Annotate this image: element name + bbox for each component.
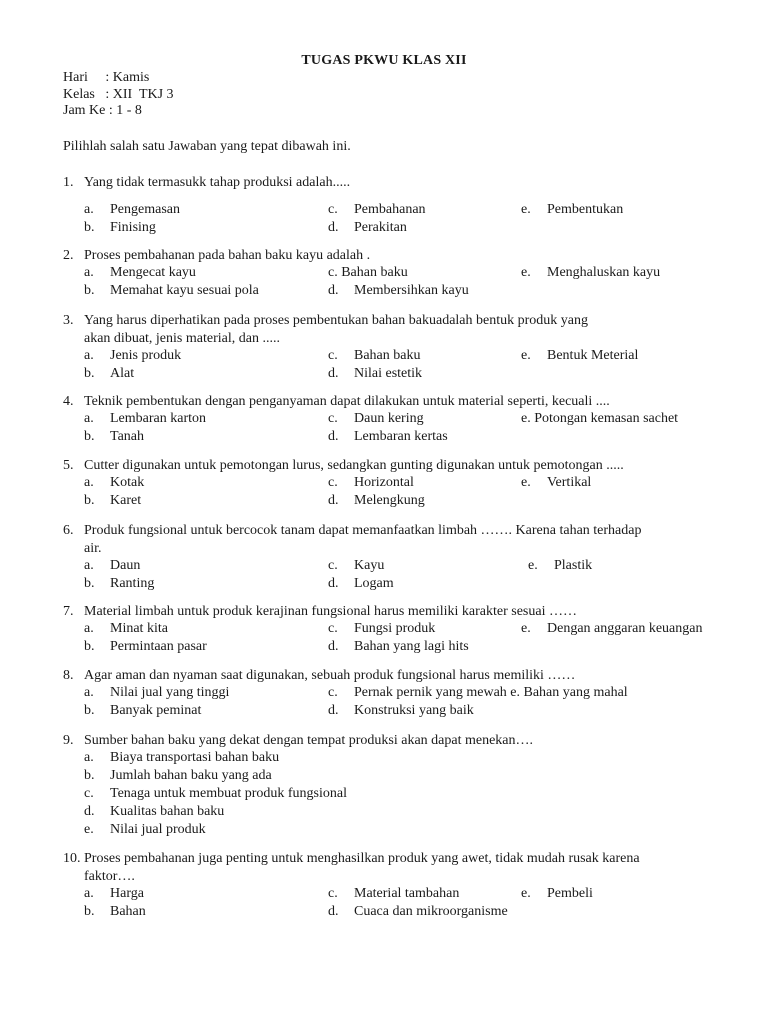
option-d: d. Logam (328, 576, 394, 591)
option-a: a. Daun (84, 558, 141, 573)
question-text: Proses pembahanan juga penting untuk menghasilkan produk yang awet, tidak mudah rusak karena (84, 851, 640, 866)
option-b: b. Banyak peminat (84, 703, 202, 718)
option-b: b. Alat (84, 366, 135, 381)
question-number: 7. (63, 604, 74, 619)
option-e: e. Vertikal (521, 475, 592, 490)
question-stem (63, 850, 743, 868)
question-stem (63, 522, 743, 540)
question-number: 4. (63, 394, 74, 409)
option-b: b. Jumlah bahan baku yang ada (84, 768, 272, 783)
option-a: a. Pengemasan (84, 202, 180, 217)
option-d: d. Lembaran kertas (328, 429, 448, 444)
option-d: d. Kualitas bahan baku (84, 804, 225, 819)
option-e: e. Pembeli (521, 886, 593, 901)
option-e: e. Bentuk Meterial (521, 348, 639, 363)
question-text: Agar aman dan nyaman saat digunakan, sebuah produk fungsional harus memiliki …… (84, 668, 576, 683)
question-number: 2. (63, 248, 74, 263)
header-info (63, 70, 174, 120)
option-b: b. Ranting (84, 576, 155, 591)
option-b: b. Permintaan pasar (84, 639, 207, 654)
hour-line: Jam Ke : 1 - 8 (63, 103, 142, 118)
question-stem (63, 393, 743, 411)
option-a: a. Kotak (84, 475, 145, 490)
option-d: d. Membersihkan kayu (328, 283, 469, 298)
page-title: TUGAS PKWU KLAS XII (301, 53, 467, 68)
question-text: Cutter digunakan untuk pemotongan lurus, sedangkan gunting digunakan untuk pemotongan ..... (84, 458, 624, 473)
question-10 (63, 850, 743, 922)
option-a: a. Mengecat kayu (84, 265, 196, 280)
day-line: Hari : Kamis (63, 70, 150, 85)
question-text-continued: faktor…. (84, 869, 135, 884)
question-text: Teknik pembentukan dengan penganyaman dapat dilakukan untuk material seperti, kecuali .... (84, 394, 610, 409)
option-a: a. Minat kita (84, 621, 168, 636)
question-stem (63, 732, 743, 750)
question-text: Sumber bahan baku yang dekat dengan tempat produksi akan dapat menekan…. (84, 733, 534, 748)
question-6 (63, 522, 743, 594)
option-e: e. Menghaluskan kayu (521, 265, 661, 280)
question-stem (63, 247, 743, 265)
question-text: Produk fungsional untuk bercocok tanam dapat memanfaatkan limbah ……. Karena tahan terhadap (84, 523, 642, 538)
question-stem (63, 174, 743, 192)
option-d: d. Konstruksi yang baik (328, 703, 474, 718)
option-a: a. Harga (84, 886, 144, 901)
question-text: Material limbah untuk produk kerajinan fungsional harus memiliki karakter sesuai …… (84, 604, 577, 619)
question-text-continued: akan dibuat, jenis material, dan ..... (84, 331, 280, 346)
option-a: a. Jenis produk (84, 348, 182, 363)
question-stem (63, 457, 743, 475)
question-number: 5. (63, 458, 74, 473)
option-a: a. Biaya transportasi bahan baku (84, 750, 280, 765)
question-1 (63, 174, 743, 238)
option-b: b. Finising (84, 220, 156, 235)
question-stem (63, 603, 743, 621)
option-b: b. Memahat kayu sesuai pola (84, 283, 259, 298)
option-c: c. Horizontal (328, 475, 414, 490)
option-a: a. Nilai jual yang tinggi (84, 685, 230, 700)
question-number: 3. (63, 313, 74, 328)
question-2 (63, 247, 743, 301)
option-d: d. Cuaca dan mikroorganisme (328, 904, 508, 919)
question-3 (63, 312, 743, 384)
question-5 (63, 457, 743, 511)
option-c: c. Pernak pernik yang mewah e. Bahan yang mahal (328, 685, 628, 700)
option-a: a. Lembaran karton (84, 411, 207, 426)
option-c: c. Fungsi produk (328, 621, 436, 636)
option-c: c. Daun kering (328, 411, 424, 426)
option-d: d. Bahan yang lagi hits (328, 639, 469, 654)
option-d: d. Nilai estetik (328, 366, 423, 381)
option-e: e. Plastik (528, 558, 593, 573)
question-text: Yang tidak termasukk tahap produksi adalah..... (84, 175, 351, 190)
option-b: b. Karet (84, 493, 142, 508)
question-number: 10. (63, 851, 81, 866)
option-e: e. Pembentukan (521, 202, 624, 217)
question-number: 9. (63, 733, 74, 748)
option-c: c. Pembahanan (328, 202, 426, 217)
question-9 (63, 732, 743, 840)
question-stem (63, 312, 743, 330)
option-d: d. Melengkung (328, 493, 425, 508)
question-number: 6. (63, 523, 74, 538)
option-c: c. Material tambahan (328, 886, 460, 901)
class-line: Kelas : XII TKJ 3 (63, 86, 174, 102)
option-d: d. Perakitan (328, 220, 407, 235)
option-c: c. Bahan baku (328, 348, 421, 363)
question-number: 8. (63, 668, 74, 683)
question-number: 1. (63, 175, 74, 190)
option-e: e. Potongan kemasan sachet (521, 411, 679, 426)
option-c: c. Tenaga untuk membuat produk fungsional (84, 786, 347, 801)
question-7 (63, 603, 743, 657)
question-text-continued: air. (84, 541, 102, 556)
question-4 (63, 393, 743, 447)
question-8 (63, 667, 743, 721)
question-stem (63, 667, 743, 685)
option-c: c. Bahan baku (328, 265, 408, 280)
option-b: b. Bahan (84, 904, 146, 919)
instruction-text: Pilihlah salah satu Jawaban yang tepat dibawah ini. (63, 139, 351, 154)
option-e: e. Nilai jual produk (84, 822, 206, 837)
option-b: b. Tanah (84, 429, 145, 444)
question-text: Proses pembahanan pada bahan baku kayu adalah . (84, 248, 371, 263)
option-c: c. Kayu (328, 558, 385, 573)
question-text: Yang harus diperhatikan pada proses pembentukan bahan bakuadalah bentuk produk yang (84, 313, 588, 328)
option-e: e. Dengan anggaran keuangan (521, 621, 703, 636)
